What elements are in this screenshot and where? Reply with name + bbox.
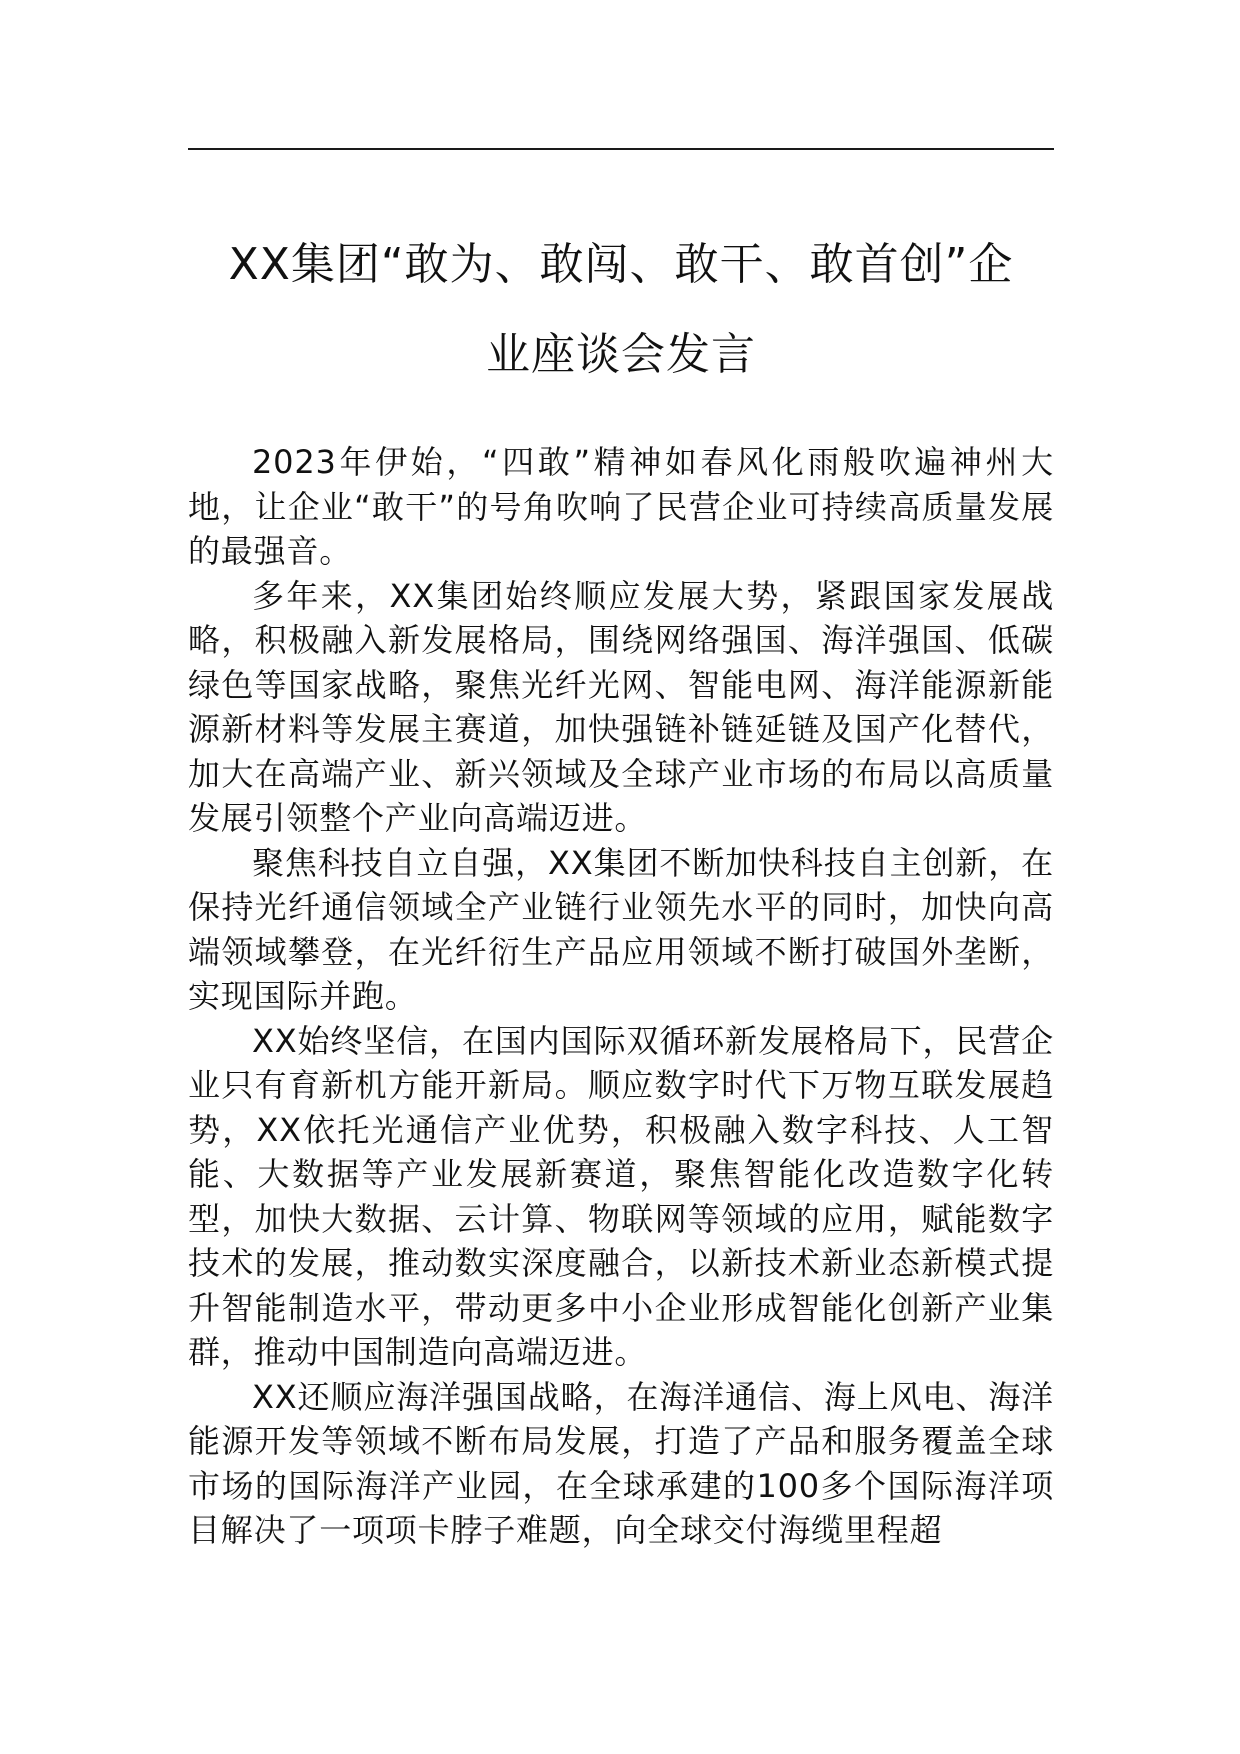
title-line-1: XX集团“敢为、敢闯、敢干、敢首创”企 (228, 239, 1014, 290)
paragraph-2: 多年来，XX集团始终顺应发展大势，紧跟国家发展战略，积极融入新发展格局，围绕网络强国、海洋强国、低碳绿色等国家战略，聚焦光纤光网、智能电网、海洋能源新能源新材料等发展主赛道，加快强链补链延链及国产化替代，加大在高端产业、新兴领域及全球产业市场的布局以高质量发展引领整个产业向高端迈进。 (188, 576, 1054, 837)
document-body (188, 440, 1054, 1553)
title-line-2: 业座谈会发言 (486, 329, 756, 380)
document-title (188, 220, 1054, 400)
paragraph-1: 2023年伊始，“四敢”精神如春风化雨般吹遍神州大地，让企业“敢干”的号角吹响了民营企业可持续高质量发展的最强音。 (188, 443, 1054, 570)
paragraph-4: XX始终坚信，在国内国际双循环新发展格局下，民营企业只有育新机方能开新局。顺应数字时代下万物互联发展趋势，XX依托光通信产业优势，积极融入数字科技、人工智能、大数据等产业发展新赛道，聚焦智能化改造数字化转型，加快大数据、云计算、物联网等领域的应用，赋能数字技术的发展，推动数实深度融合，以新技术新业态新模式提升智能制造水平，带动更多中小企业形成智能化创新产业集群，推动中国制造向高端迈进。 (188, 1021, 1054, 1371)
header-rule (188, 148, 1054, 150)
paragraph-3: 聚焦科技自立自强，XX集团不断加快科技自主创新，在保持光纤通信领域全产业链行业领先水平的同时，加快向高端领域攀登，在光纤衍生产品应用领域不断打破国外垄断，实现国际并跑。 (188, 843, 1054, 1015)
paragraph-5: XX还顺应海洋强国战略，在海洋通信、海上风电、海洋能源开发等领域不断布局发展，打造了产品和服务覆盖全球市场的国际海洋产业园，在全球承建的100多个国际海洋项目解决了一项项卡脖子难题，向全球交付海缆里程超 (188, 1377, 1054, 1549)
